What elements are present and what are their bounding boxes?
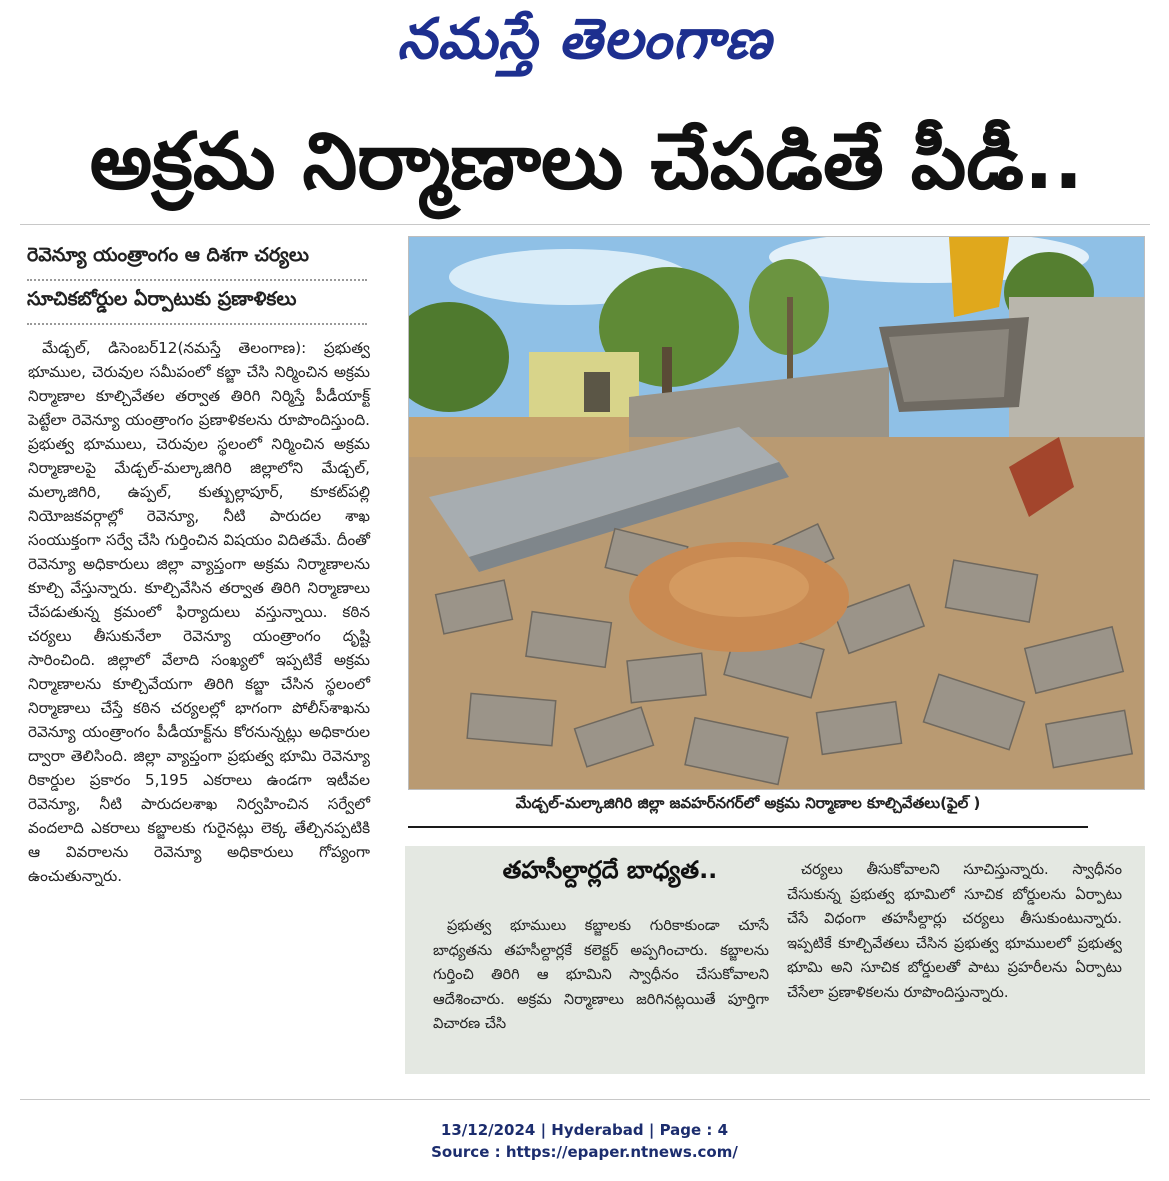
subheading-2: సూచికబోర్డుల ఏర్పాటుకు ప్రణాళికలు (27, 282, 367, 325)
bottom-divider (20, 1099, 1150, 1100)
sidebar-column-2-text: చర్యలు తీసుకోవాలని సూచిస్తున్నారు. స్వాధీనం చేసుకున్న ప్రభుత్వ భూమిలో సూచిక బోర్డులను ఏర్పాటు చేసే విధంగా తహసీల్దార్లు చర్యలు తీసుకుంటున్నారు. ఇప్పటికే కూల్చివేతలు చేసిన ప్రభుత్వ భూములలో ప్రభుత్వ భూమి అని సూచిక బోర్డులతో పాటు ప్రహరీలను ఏర్పాటు చేసేలా ప్రణాళికలను రూపొందిస్తున్నారు. (787, 861, 1122, 1001)
footer-date-edition: 13/12/2024 | Hyderabad | Page : 4 (440, 1121, 729, 1139)
article-body (28, 336, 370, 888)
top-divider (20, 224, 1150, 225)
sidebar-column-2 (787, 858, 1122, 1005)
article-headline: అక్రమ నిర్మాణాలు చేపడితే పీడీ.. (89, 117, 1084, 207)
article-body-text: మేడ్చల్, డిసెంబర్12(నమస్తే తెలంగాణ): ప్రభుత్వ భూముల, చెరువుల సమీపంలో కబ్జా చేసి నిర్మించిన అక్రమ నిర్మాణాల కూల్చివేతల తర్వాత తిరిగి నిర్మిస్తే పీడీయాక్ట్ పెట్టేలా రెవెన్యూ యంత్రాంగం ప్రణాళికలను రూపొందిస్తుంది. ప్రభుత్వ భూములు, చెరువుల స్థలంలో నిర్మించిన అక్రమ నిర్మాణాలపై మేడ్చల్-మల్కాజిగిరి జిల్లాలోని మేడ్చల్, మల్కాజిగిరి, ఉప్పల్, కుత్బుల్లాపూర్, కూకట్‌పల్లి నియోజకవర్గాల్లో రెవెన్యూ, నీటి పారుదల శాఖ సంయుక్తంగా సర్వే చేసి గుర్తించిన విషయం విదితమే. దీంతో రెవెన్యూ అధికారులు జిల్లా వ్యాప్తంగా అక్రమ నిర్మాణాలను కూల్చి వేస్తున్నారు. కూల్చివేసిన తర్వాత తిరిగి నిర్మాణాలు చేపడుతున్న క్రమంలో ఫిర్యాదులు వస్తున్నాయి. కఠిన చర్యలు తీసుకునేలా రెవెన్యూ యంత్రాంగం దృష్టి సారించింది. జిల్లాలో వేలాది సంఖ్యలో ఇప్పటికే అక్రమ నిర్మాణాలను కూల్చివేయగా తిరిగి కబ్జా చేసిన స్థలంలో నిర్మాణాలు చేస్తే కఠిన చర్యలల్లో భాగంగా పోలీస్‌శాఖను రెవెన్యూ యంత్రాంగం పీడీయాక్ట్‌ను కోరనున్నట్లు అధికారుల ద్వారా తెలిసింది. జిల్లా వ్యాప్తంగా ప్రభుత్వ భూమి రెవెన్యూ రికార్డుల ప్రకారం 5,195 ఎకరాలు ఉండగా ఇటీవల రెవెన్యూ, నీటి పారుదలశాఖ నిర్వహించిన సర్వేలో వందలాది ఎకరాలు కబ్జాలకు గురైనట్లు లెక్క తేల్చినప్పటికి ఆ వివరాలను రెవెన్యూ అధికారులు గోప్యంగా ఉంచుతున్నారు. (28, 339, 370, 885)
footer-source-link[interactable]: Source : https://epaper.ntnews.com/ (431, 1143, 738, 1161)
sidebar-title: తహసీల్దార్లదే బాధ్యత.. (502, 856, 718, 884)
sidebar-column-1 (433, 914, 769, 1037)
masthead-logo: నమస్తే తెలంగాణ (397, 6, 772, 72)
demolition-photo (408, 236, 1145, 790)
sidebar-column-1-text: ప్రభుత్వ భూములు కబ్జాలకు గురికాకుండా చూసే బాధ్యతను తహసీల్దార్లకే కలెక్టర్ అప్పగించారు. కబ్జాలను గుర్తించి తిరిగి ఆ భూమిని స్వాధీనం చేసుకోవాలని ఆదేశించారు. అక్రమ నిర్మాణాలు జరిగినట్లయితే పూర్తిగా విచారణ చేసి (433, 917, 769, 1032)
footer (0, 1119, 1169, 1163)
subheading-1: రెవెన్యూ యంత్రాంగం ఆ దిశగా చర్యలు (27, 238, 367, 281)
photo-caption: మేడ్చల్-మల్కాజిగిరి జిల్లా జవహర్‌నగర్‌లో అక్రమ నిర్మాణాల కూల్చివేతలు(ఫైల్ ) (408, 794, 1088, 828)
